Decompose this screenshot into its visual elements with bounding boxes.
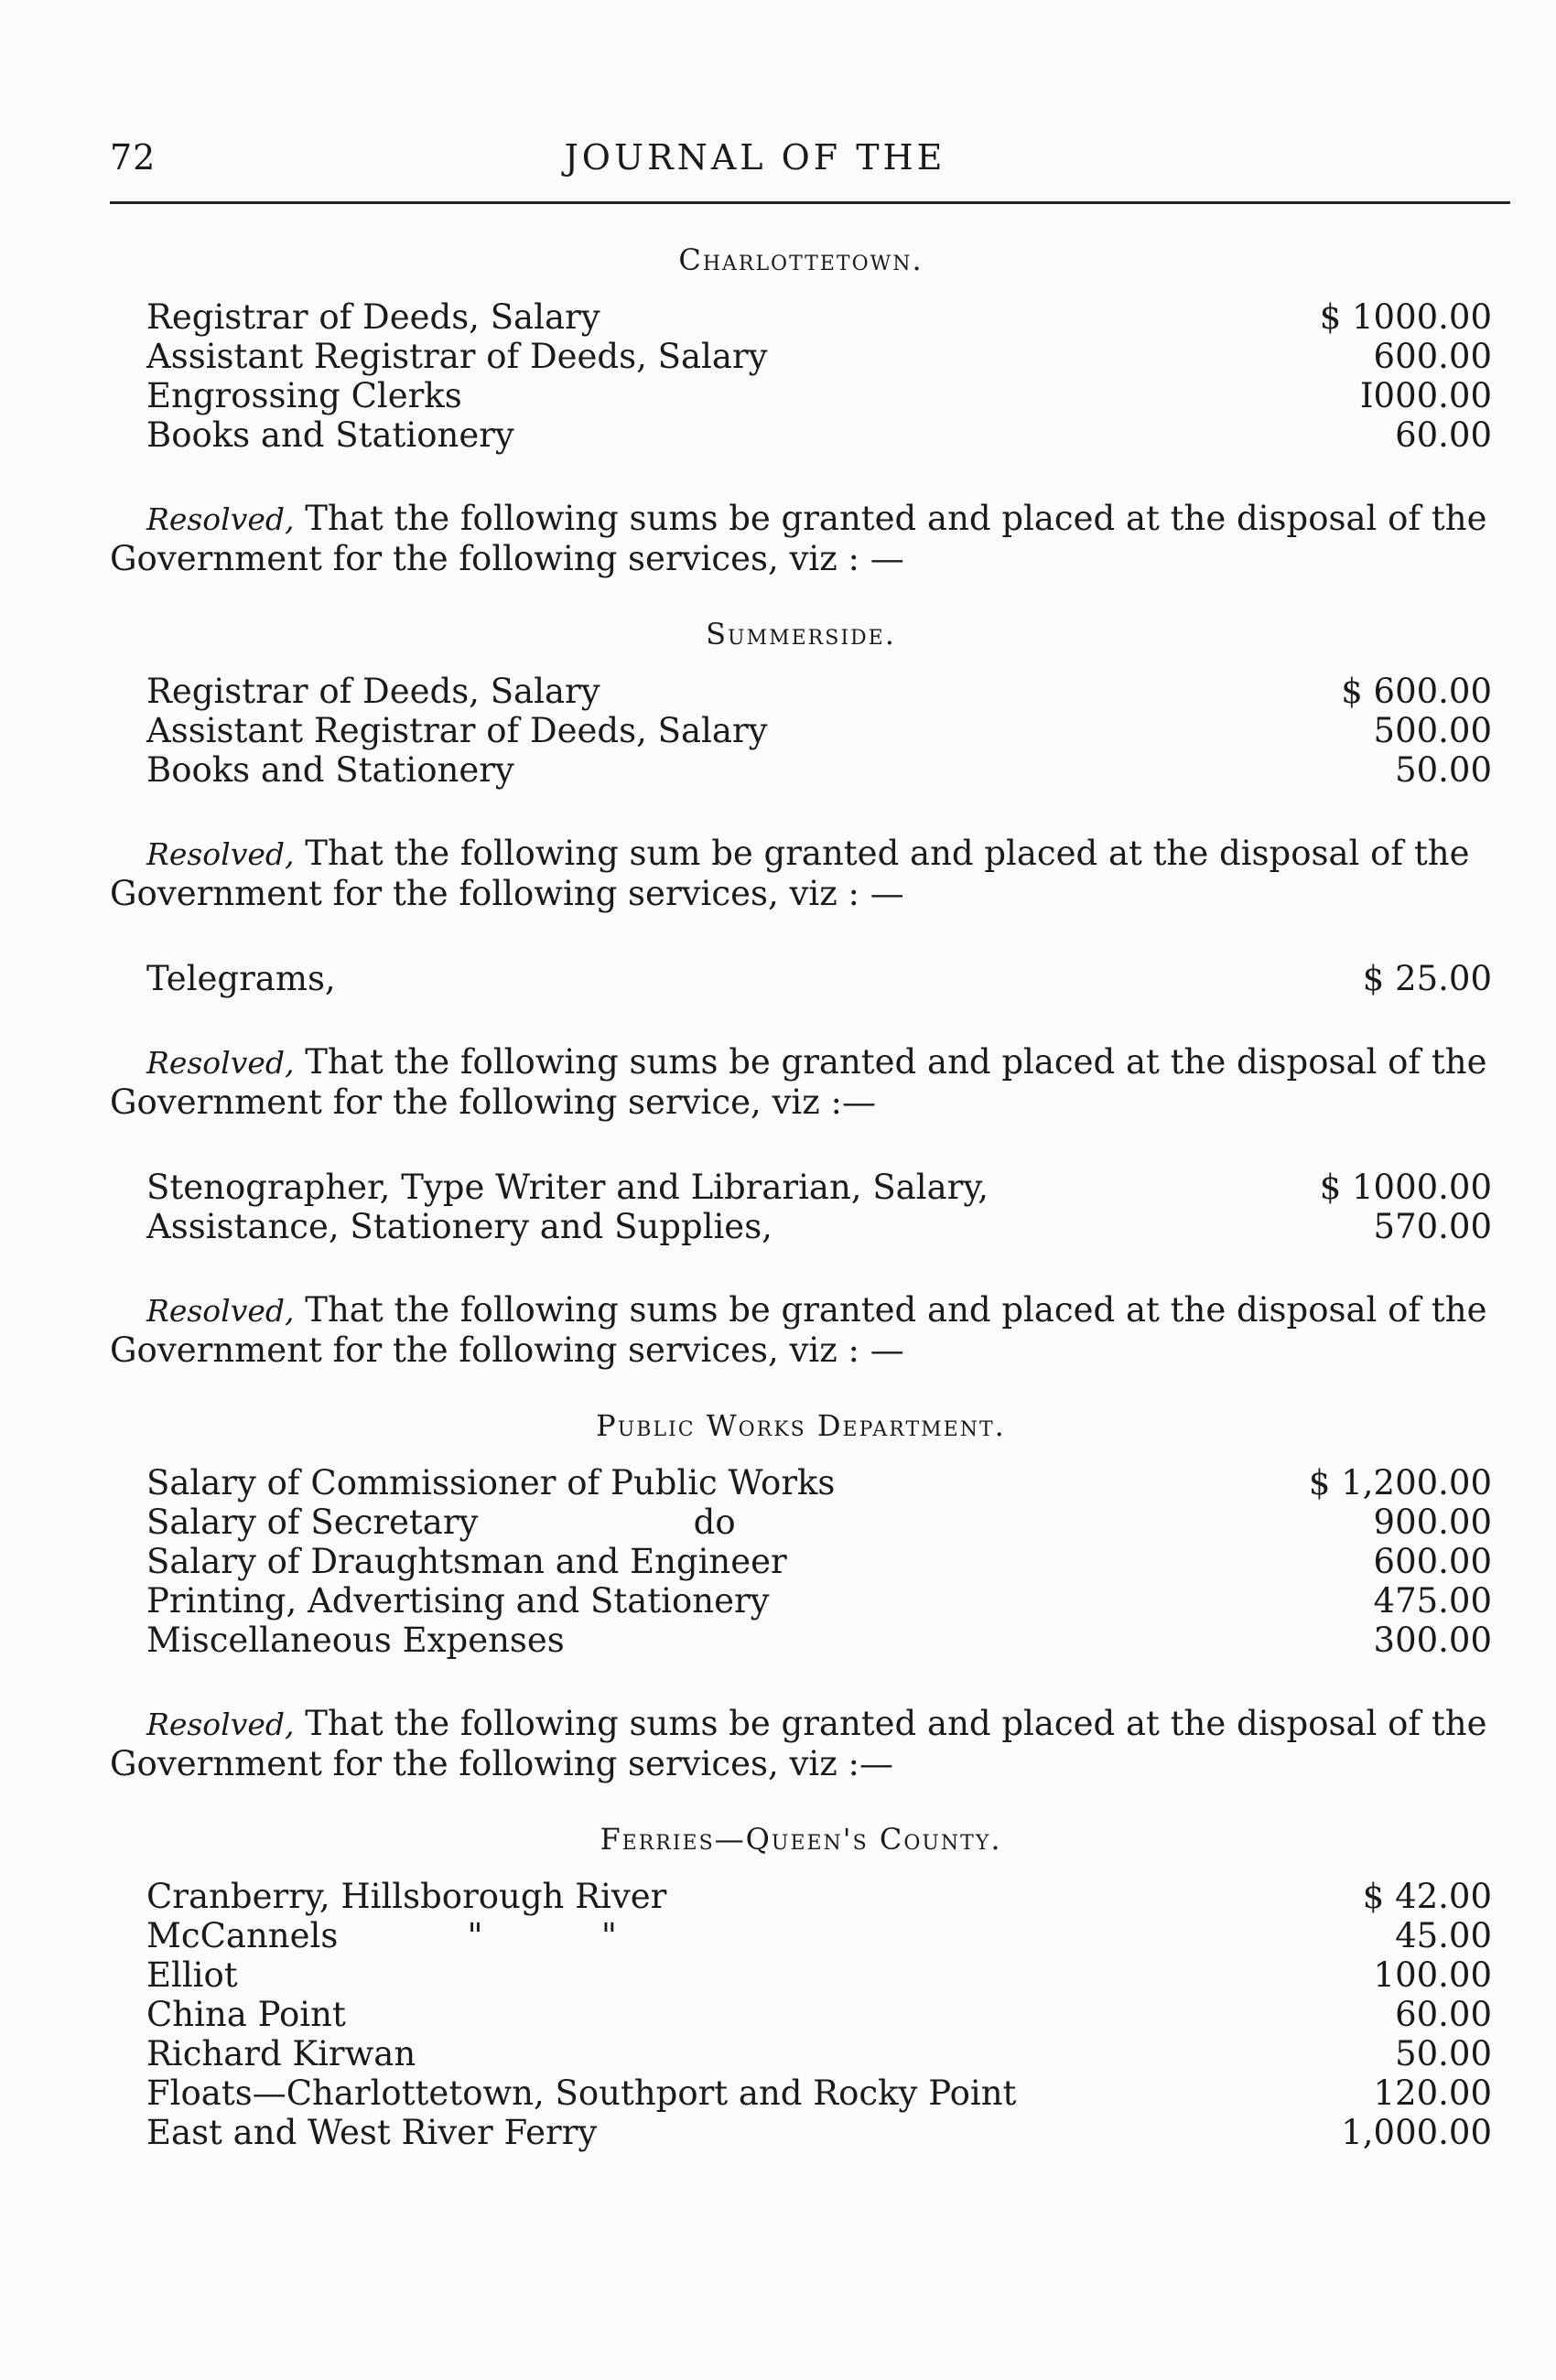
resolution-paragraph (110, 1704, 1492, 1783)
resolution-paragraph (110, 499, 1492, 578)
item-label: McCannels " " (146, 1916, 617, 1955)
item-label: Assistance, Stationery and Supplies, (146, 1207, 773, 1246)
page-content (110, 242, 1492, 2152)
resolution-text: That the following sum be granted and placed at the disposal of the Government for the following services, viz : — (110, 834, 1470, 913)
item-amount: 570.00 (1373, 1207, 1492, 1246)
resolved-word: Resolved, (146, 836, 295, 872)
item-amount: 100.00 (1373, 1955, 1492, 1995)
table-row (146, 672, 1492, 711)
table-row (146, 2034, 1492, 2073)
resolved-word: Resolved, (146, 1293, 295, 1329)
page-header (110, 137, 1510, 204)
page-number: 72 (110, 137, 157, 178)
item-amount: $ 1000.00 (1319, 297, 1492, 337)
item-label: Engrossing Clerks (146, 376, 462, 415)
table-row (146, 1955, 1492, 1995)
item-amount: $ 42.00 (1362, 1877, 1492, 1916)
item-label: Printing, Advertising and Stationery (146, 1581, 770, 1621)
item-label: Registrar of Deeds, Salary (146, 672, 600, 711)
section-title: Summerside. (706, 617, 896, 652)
item-label: Books and Stationery (146, 750, 514, 790)
item-amount: 45.00 (1395, 1916, 1492, 1955)
item-amount: 500.00 (1373, 711, 1492, 750)
spacer (110, 933, 1492, 959)
item-amount: $ 1,200.00 (1308, 1463, 1492, 1502)
table-row (146, 297, 1492, 337)
item-label: Elliot (146, 1955, 238, 1995)
item-label: Salary of Draughtsman and Engineer (146, 1542, 787, 1581)
item-label: Telegrams, (146, 959, 336, 998)
table-row (146, 415, 1492, 455)
resolution-text: That the following sums be granted and placed at the disposal of the Government for the following service, viz :— (110, 1042, 1487, 1122)
item-amount: 120.00 (1373, 2073, 1492, 2113)
table-row (146, 2073, 1492, 2113)
item-label: Stenographer, Type Writer and Librarian, Salary, (146, 1168, 989, 1207)
item-amount: 600.00 (1373, 337, 1492, 376)
running-title: JOURNAL OF THE (564, 137, 946, 178)
section-title: Charlottetown. (678, 242, 924, 277)
item-label: Richard Kirwan (146, 2034, 416, 2073)
spacer (110, 1142, 1492, 1168)
table-row (146, 1916, 1492, 1955)
item-amount: $ 25.00 (1362, 959, 1492, 998)
table-row (146, 1995, 1492, 2034)
item-label: China Point (146, 1995, 346, 2034)
item-label: Cranberry, Hillsborough River (146, 1877, 667, 1916)
item-amount: I000.00 (1359, 376, 1492, 415)
resolution-text: That the following sums be granted and placed at the disposal of the Government for the following services, viz : — (110, 499, 1487, 578)
appropriation-table (146, 1877, 1492, 2152)
table-row (146, 711, 1492, 750)
appropriation-table (146, 672, 1492, 790)
table-row (146, 1463, 1492, 1502)
appropriation-table (146, 959, 1492, 998)
section-title: Public Works Department. (596, 1408, 1006, 1443)
item-amount: 900.00 (1373, 1502, 1492, 1542)
journal-page (110, 137, 1492, 2152)
resolved-word: Resolved, (146, 1045, 295, 1081)
item-amount: 1,000.00 (1341, 2113, 1492, 2152)
table-row (146, 376, 1492, 415)
resolved-word: Resolved, (146, 501, 295, 537)
item-label: East and West River Ferry (146, 2113, 598, 2152)
item-label: Assistant Registrar of Deeds, Salary (146, 711, 768, 750)
item-amount: $ 600.00 (1341, 672, 1492, 711)
item-amount: 600.00 (1373, 1542, 1492, 1581)
table-row (146, 959, 1492, 998)
item-label: Registrar of Deeds, Salary (146, 297, 600, 337)
resolution-text: That the following sums be granted and placed at the disposal of the Government for the following services, viz : — (110, 1290, 1487, 1370)
item-label: Floats—Charlottetown, Southport and Rocky Point (146, 2073, 1017, 2113)
item-label: Miscellaneous Expenses (146, 1621, 565, 1660)
resolution-text: That the following sums be granted and placed at the disposal of the Government for the following services, viz :— (110, 1704, 1487, 1783)
resolved-word: Resolved, (146, 1707, 295, 1742)
item-amount: 50.00 (1395, 2034, 1492, 2073)
item-label: Assistant Registrar of Deeds, Salary (146, 337, 768, 376)
item-label: Salary of Secretary do (146, 1502, 736, 1542)
table-row (146, 1502, 1492, 1542)
table-row (146, 1621, 1492, 1660)
table-row (146, 2113, 1492, 2152)
appropriation-table (146, 1168, 1492, 1246)
item-label: Books and Stationery (146, 415, 514, 455)
resolution-paragraph (110, 834, 1492, 913)
item-amount: 300.00 (1373, 1621, 1492, 1660)
table-row (146, 337, 1492, 376)
item-amount: 50.00 (1395, 750, 1492, 790)
item-amount: $ 1000.00 (1319, 1168, 1492, 1207)
table-row (146, 1168, 1492, 1207)
appropriation-table (146, 1463, 1492, 1660)
item-amount: 475.00 (1373, 1581, 1492, 1621)
section-title: Ferries—Queen's County. (600, 1822, 1002, 1857)
table-row (146, 1581, 1492, 1621)
item-amount: 60.00 (1395, 1995, 1492, 2034)
item-label: Salary of Commissioner of Public Works (146, 1463, 836, 1502)
table-row (146, 1207, 1492, 1246)
appropriation-table (146, 297, 1492, 455)
resolution-paragraph (110, 1042, 1492, 1122)
resolution-paragraph (110, 1290, 1492, 1370)
table-row (146, 1542, 1492, 1581)
table-row (146, 750, 1492, 790)
item-amount: 60.00 (1395, 415, 1492, 455)
table-row (146, 1877, 1492, 1916)
